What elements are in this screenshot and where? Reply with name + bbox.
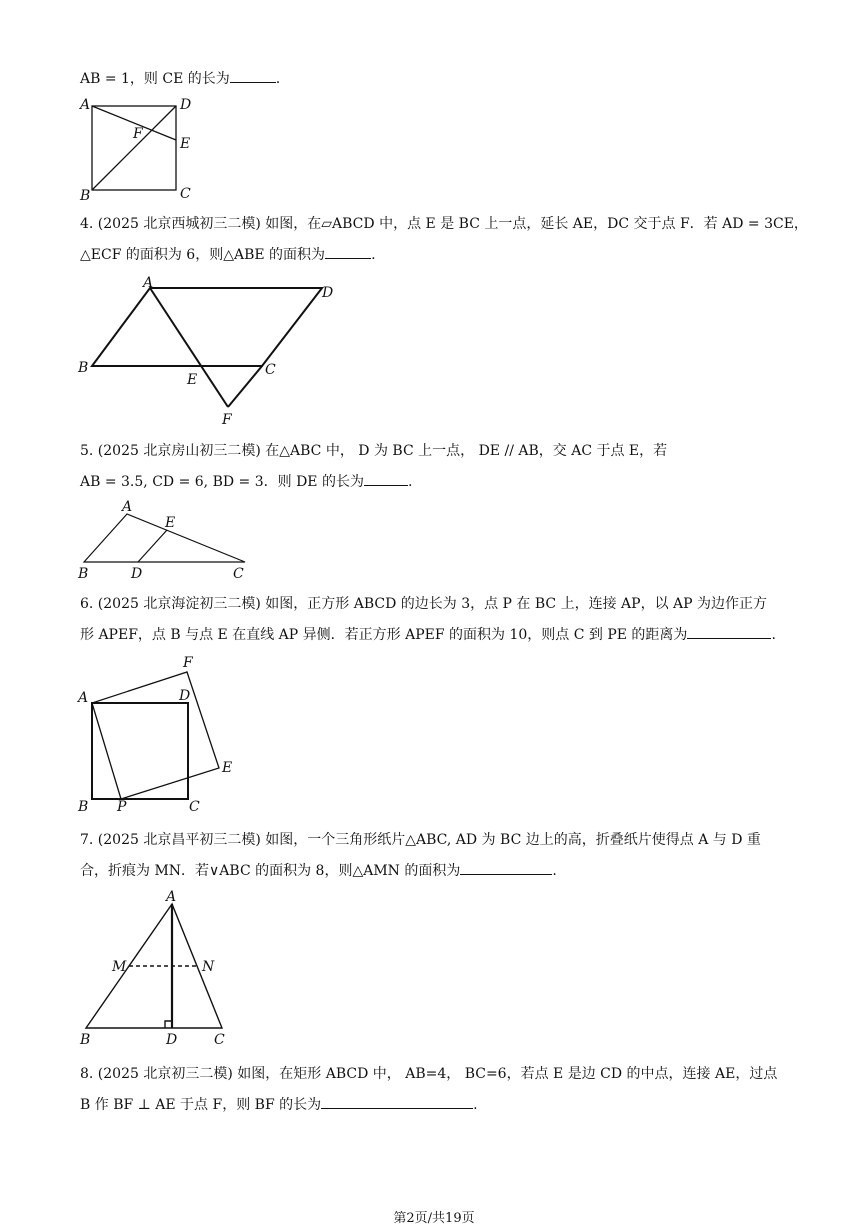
q3-label-f: F	[133, 126, 143, 142]
page-footer: 第2页/共19页	[393, 1211, 475, 1226]
q8-answer-blank	[321, 1094, 473, 1109]
q6-label-e: E	[222, 760, 233, 776]
q4-label-f: F	[222, 412, 232, 428]
q5-label-e: E	[165, 515, 176, 531]
q3-label-c: C	[180, 186, 191, 202]
q4-label-d: D	[322, 285, 334, 301]
q3-label-d: D	[180, 97, 192, 113]
q4-label-c: C	[265, 362, 276, 378]
q3-answer-blank	[230, 68, 276, 83]
q3-label-a: A	[80, 97, 91, 113]
q7-line1: 7. (2025 北京昌平初三二模) 如图，一个三角形纸片△ABC, AD 为 BC 边上的高，折叠纸片使得点 A 与 D 重	[80, 832, 761, 848]
q6-label-p: P	[117, 799, 127, 815]
q5-label-c: C	[233, 566, 244, 582]
q3-text: AB = 1，则 CE 的长为	[80, 71, 230, 87]
q7-label-n: N	[202, 959, 215, 975]
q3-label-b: B	[80, 188, 91, 204]
q7-answer-blank	[460, 860, 552, 875]
q6-label-c: C	[189, 799, 200, 815]
q5-answer-blank	[364, 471, 408, 486]
q5-line2: AB = 3.5, CD = 6, BD = 3．则 DE 的长为 .	[80, 471, 412, 492]
q4-answer-blank	[325, 244, 371, 259]
q6-figure	[70, 650, 250, 815]
q7-label-a: A	[166, 889, 177, 905]
q3-label-e: E	[180, 136, 191, 152]
q7-label-c: C	[214, 1032, 225, 1048]
q7-label-m: M	[112, 959, 127, 975]
q6-text: 形 APEF，点 B 与点 E 在直线 AP 异侧．若正方形 APEF 的面积为 10，则点 C 到 PE 的距离为	[80, 627, 688, 643]
q3-figure	[70, 92, 210, 207]
q8-text: B 作 BF ⊥ AE 于点 F，则 BF 的长为	[80, 1097, 322, 1113]
q7-figure	[70, 888, 250, 1048]
q4-figure	[70, 270, 350, 430]
q5-text: AB = 3.5, CD = 6, BD = 3．则 DE 的长为	[80, 474, 364, 490]
q5-line1: 5. (2025 北京房山初三二模) 在△ABC 中， D 为 BC 上一点， DE // AB，交 AC 于点 E，若	[80, 443, 668, 459]
q5-figure	[70, 498, 270, 588]
q7-line2: 合，折痕为 MN．若∨ABC 的面积为 8，则△AMN 的面积为 .	[80, 860, 557, 881]
q6-label-a: A	[78, 690, 89, 706]
q6-label-b: B	[78, 799, 89, 815]
q4-line2: △ECF 的面积为 6，则△ABE 的面积为 .	[80, 244, 376, 265]
q7-text: 合，折痕为 MN．若∨ABC 的面积为 8，则△AMN 的面积为	[80, 863, 461, 879]
q8-line1: 8. (2025 北京初三二模) 如图，在矩形 ABCD 中， AB=4， BC=6，若点 E 是边 CD 的中点，连接 AE，过点	[80, 1066, 778, 1082]
q4-line1: 4. (2025 北京西城初三二模) 如图，在▱ABCD 中，点 E 是 BC 上一点，延长 AE，DC 交于点 F．若 AD = 3CE，	[80, 216, 808, 232]
q6-line1: 6. (2025 北京海淀初三二模) 如图，正方形 ABCD 的边长为 3，点 P 在 BC 上，连接 AP，以 AP 为边作正方	[80, 596, 768, 612]
q5-label-a: A	[122, 499, 133, 515]
q5-label-d: D	[131, 566, 143, 582]
q6-label-f: F	[183, 655, 193, 671]
q4-label-e: E	[187, 372, 198, 388]
q4-text: △ECF 的面积为 6，则△ABE 的面积为	[80, 247, 326, 263]
q6-answer-blank	[687, 624, 771, 639]
q6-label-d: D	[179, 688, 191, 704]
q8-line2: B 作 BF ⊥ AE 于点 F，则 BF 的长为 .	[80, 1094, 478, 1115]
q7-label-b: B	[80, 1032, 91, 1048]
q3-line1: AB = 1，则 CE 的长为 .	[80, 68, 280, 89]
q4-label-a: A	[143, 275, 154, 291]
q7-label-d: D	[166, 1032, 178, 1048]
q5-label-b: B	[78, 566, 89, 582]
q6-line2: 形 APEF，点 B 与点 E 在直线 AP 异侧．若正方形 APEF 的面积为 10，则点 C 到 PE 的距离为 .	[80, 624, 776, 645]
q4-label-b: B	[78, 360, 89, 376]
